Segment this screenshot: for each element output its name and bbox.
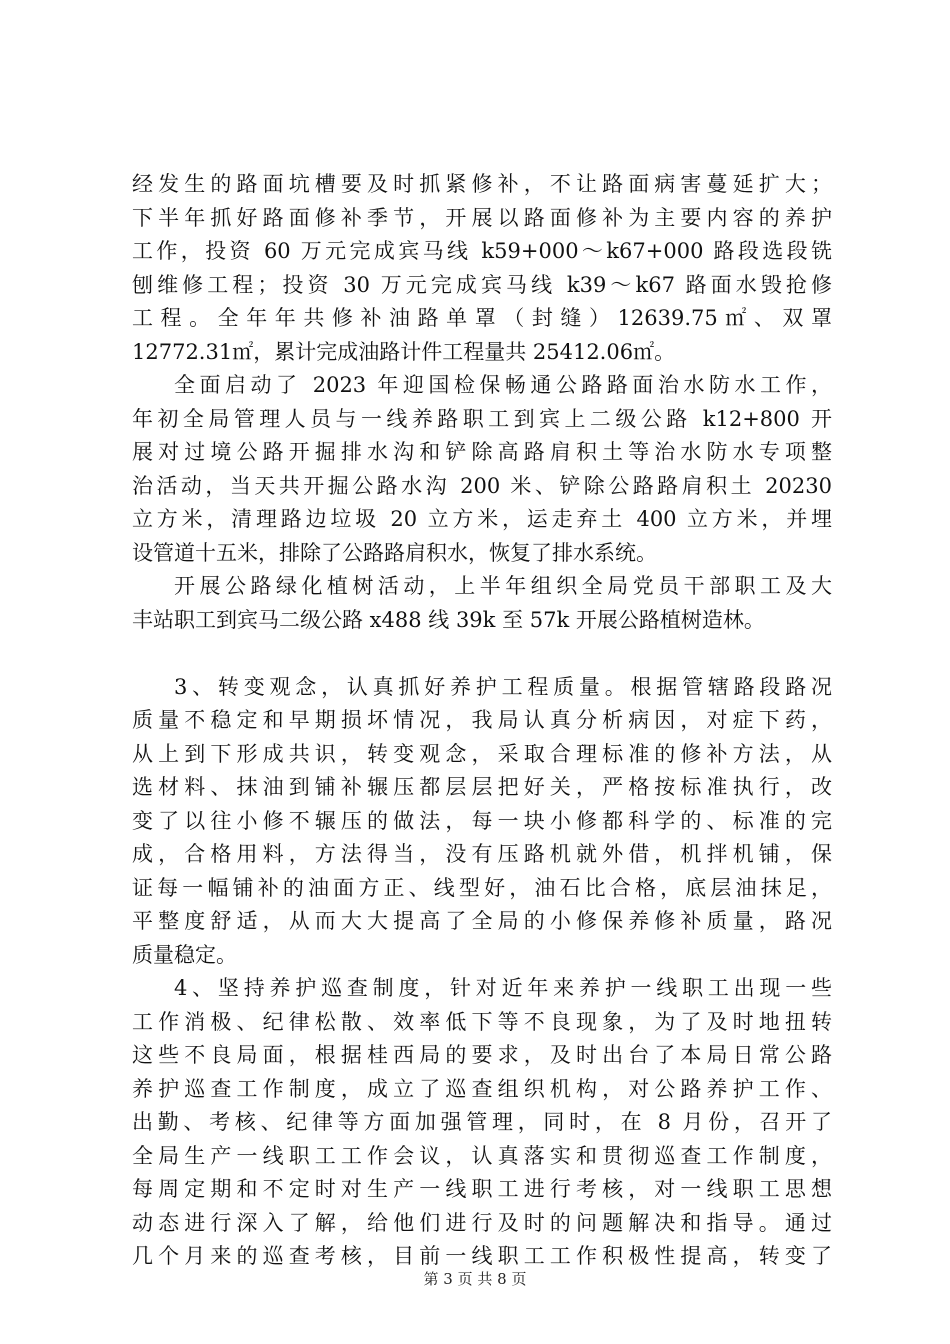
text-line: 几个月来的巡查考核，目前一线职工工作积极性提高，转变了 xyxy=(132,1244,832,1268)
text-line: 年初全局管理人员与一线养路职工到宾上二级公路 k12+800 开 xyxy=(132,406,832,431)
text-line: 全局生产一线职工工作会议，认真落实和贯彻巡查工作制度， xyxy=(132,1143,832,1168)
document-body xyxy=(132,168,832,1274)
paragraph-road-repair xyxy=(132,168,832,369)
text-line: 开展公路绿化植树活动，上半年组织全局党员干部职工及大 xyxy=(174,574,832,598)
paragraph-greening xyxy=(132,570,832,637)
text-line: 变了以往小修不辗压的做法，每一块小修都科学的、标准的完 xyxy=(132,808,832,833)
text-line: 成，合格用料，方法得当，没有压路机就外借，机拌机铺，保 xyxy=(132,842,832,866)
paragraph-inspection xyxy=(132,972,832,1274)
text-line: 经发生的路面坑槽要及时抓紧修补，不让路面病害蔓延扩大； xyxy=(132,172,832,196)
paragraph-gap xyxy=(132,637,832,671)
paragraph-drainage xyxy=(132,369,832,570)
text-line: 3、转变观念，认真抓好养护工程质量。根据管辖路段路况 xyxy=(174,674,832,699)
text-line: 证每一幅铺补的油面方正、线型好，油石比合格，底层油抹足， xyxy=(132,875,832,900)
text-line: 治活动，当天共开掘公路水沟 200 米、铲除公路路肩积土 20230 xyxy=(132,473,832,498)
text-line: 丰站职工到宾马二级公路 x488 线 39k 至 57k 开展公路植树造林。 xyxy=(132,607,765,632)
text-line: 下半年抓好路面修补季节，开展以路面修补为主要内容的养护 xyxy=(132,205,832,230)
paragraph-quality xyxy=(132,671,832,973)
text-line: 12772.31㎡，累计完成油路计件工程量共 25412.06㎡。 xyxy=(132,339,676,364)
text-line: 出勤、考核、纪律等方面加强管理，同时，在 8 月份，召开了 xyxy=(132,1110,832,1134)
text-line: 质量不稳定和早期损坏情况，我局认真分析病因，对症下药， xyxy=(132,708,832,732)
text-line: 工作消极、纪律松散、效率低下等不良现象，为了及时地扭转 xyxy=(132,1009,832,1034)
text-line: 设管道十五米，排除了公路路肩积水，恢复了排水系统。 xyxy=(132,540,657,565)
page-footer xyxy=(0,1268,950,1289)
text-line: 养护巡查工作制度，成立了巡查组织机构，对公路养护工作、 xyxy=(132,1076,832,1101)
text-line: 动态进行深入了解，给他们进行及时的问题解决和指导。通过 xyxy=(132,1210,832,1235)
text-line: 平整度舒适，从而大大提高了全局的小修保养修补质量，路况 xyxy=(132,909,832,933)
text-line: 全面启动了 2023 年迎国检保畅通公路路面治水防水工作， xyxy=(174,373,832,397)
text-line: 质量稳定。 xyxy=(132,942,237,967)
text-line: 每周定期和不定时对生产一线职工进行考核，对一线职工思想 xyxy=(132,1177,832,1201)
text-line: 4、坚持养护巡查制度，针对近年来养护一线职工出现一些 xyxy=(174,976,832,1000)
text-line: 展对过境公路开掘排水沟和铲除高路肩积土等治水防水专项整 xyxy=(132,440,832,464)
text-line: 从上到下形成共识，转变观念，采取合理标准的修补方法，从 xyxy=(132,741,832,766)
text-line: 这些不良局面，根据桂西局的要求，及时出台了本局日常公路 xyxy=(132,1043,832,1067)
text-line: 选材料、抹油到铺补辗压都层层把好关，严格按标准执行，改 xyxy=(132,775,832,799)
text-line: 工作，投资 60 万元完成宾马线 k59+000～k67+000 路段选段铣 xyxy=(132,239,832,263)
text-line: 刨维修工程；投资 30 万元完成宾马线 k39～k67 路面水毁抢修 xyxy=(132,272,832,297)
page-number: 第 3 页 共 8 页 xyxy=(423,1270,527,1288)
text-line: 工程。全年年共修补油路单罩（封缝）12639.75㎡、双罩 xyxy=(132,306,832,330)
text-line: 立方米，清理路边垃圾 20 立方米，运走弃土 400 立方米，并埋 xyxy=(132,507,832,531)
